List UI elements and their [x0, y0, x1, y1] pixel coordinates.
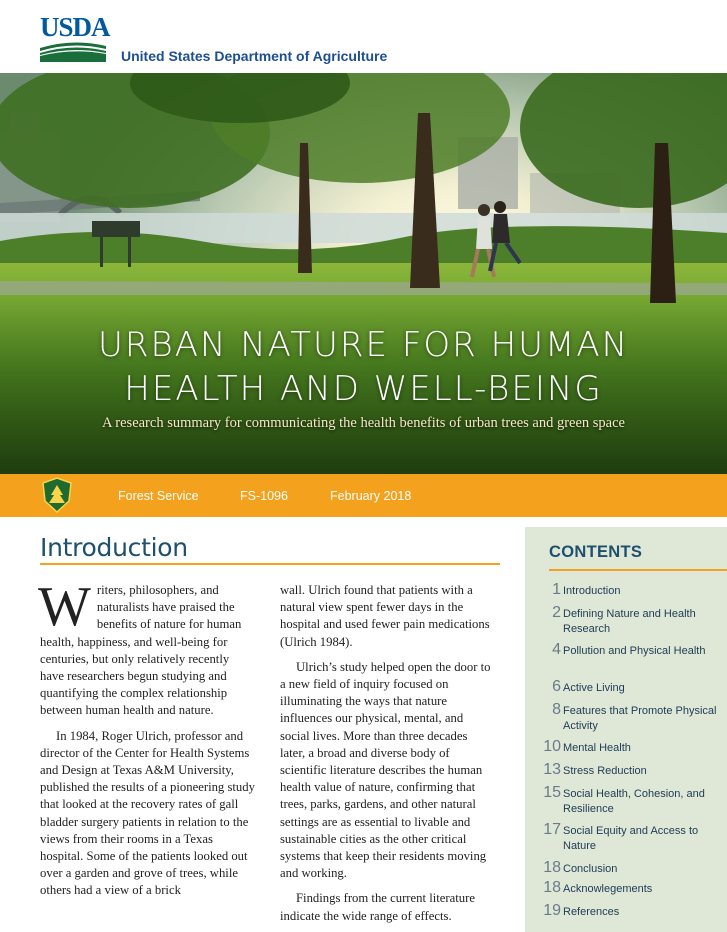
hero-title [0, 323, 727, 411]
usda-logo-text: USDA [40, 12, 110, 42]
department-name: United States Department of Agriculture [121, 48, 388, 64]
agency-name: Forest Service [118, 489, 199, 503]
toc-page-number: 8 [552, 701, 561, 718]
intro-column-1 [38, 576, 255, 900]
toc-label: Conclusion [563, 863, 618, 875]
toc-label: Acknowlegements [563, 883, 653, 895]
toc-page-number: 4 [552, 641, 561, 658]
intro-paragraph-5: Findings from the current literature indicate the wide range of effects. [280, 891, 475, 923]
publication-date: February 2018 [330, 489, 412, 503]
toc-label: Defining Nature and Health Research [563, 608, 696, 635]
toc-page-number: 17 [543, 821, 561, 838]
toc-label: Active Living [563, 682, 625, 694]
hero-subtitle: A research summary for communicating the health benefits of urban trees and green space [101, 415, 625, 431]
contents-divider [549, 569, 727, 571]
toc-item-references[interactable] [525, 902, 727, 932]
toc-page-number: 6 [552, 678, 561, 695]
contents-title: CONTENTS [549, 543, 643, 561]
toc-label: Features that Promote Physical Activity [563, 705, 717, 732]
contents-panel [525, 527, 727, 932]
forest-service-shield-icon [41, 477, 73, 513]
toc-page-number: 18 [543, 879, 561, 896]
intro-column-2 [280, 582, 495, 925]
agency-bar [0, 474, 727, 517]
toc-page-number: 18 [543, 859, 561, 876]
toc-page-number: 13 [543, 761, 561, 778]
toc-page-number: 10 [543, 738, 561, 755]
intro-paragraph-4: Ulrich’s study helped open the door to a new field of inquiry focused on illuminating the ways that nature influences our physical, mental, and social lives. More than three decades later, a broad and diverse body of scientific literature describes the human health value of nature, confirming that trees, parks, gardens, and other natural settings are as essential to livable and sustainable cities as the other critical systems that keep their residents moving and working. [280, 659, 491, 881]
intro-paragraph-3: wall. Ulrich found that patients with a natural view spent fewer days in the hospital and used fewer pain medications (Ulrich 1984). [280, 583, 490, 649]
toc-item-social-health[interactable] [525, 784, 727, 821]
toc-label: Introduction [563, 585, 621, 597]
hero-image [0, 73, 727, 474]
hero-title-line1: URBAN NATURE FOR HUMAN [97, 325, 630, 365]
park-photo [0, 73, 727, 474]
intro-paragraph-1-text: riters, philosophers, and naturalists have praised the benefits of nature for human health, happiness, and well-being for centuries, but only relatively recently have researchers begun studying and quantifying the complex relationship between human health and nature. [40, 583, 242, 718]
toc-item-features[interactable] [525, 701, 727, 738]
toc-label: Social Health, Cohesion, and Resilience [563, 788, 705, 815]
intro-divider [40, 563, 500, 565]
toc-item-pollution[interactable] [525, 641, 727, 678]
toc-page-number: 1 [552, 581, 561, 598]
intro-paragraph-1 [38, 576, 255, 720]
toc-page-number: 15 [543, 784, 561, 801]
usda-logo-mark [40, 40, 106, 62]
toc-page-number: 19 [543, 902, 561, 919]
toc-label: Pollution and Physical Health [563, 645, 706, 657]
hero-title-line2: HEALTH AND WELL-BEING [124, 369, 603, 409]
intro-heading: Introduction [40, 533, 188, 562]
toc-item-social-equity[interactable] [525, 821, 727, 858]
toc-label: Social Equity and Access to Nature [563, 825, 699, 852]
toc-label: References [563, 906, 620, 918]
toc-page-number: 2 [552, 604, 561, 621]
toc-item-defining-nature[interactable] [525, 604, 727, 641]
drop-cap: W [38, 576, 91, 638]
intro-paragraph-2: In 1984, Roger Ulrich, professor and director of the Center for Health Systems and Design at Texas A&M University, published the results of a pioneering study that looked at the recovery rates of gall bladder surgery patients in relation to the views from their rooms in a Texas hospital. Some of the patients looked out over a garden and grove of trees, while others had a view of a brick [40, 728, 255, 898]
toc-label: Stress Reduction [563, 765, 647, 777]
page-header [0, 0, 727, 73]
usda-logo [40, 12, 110, 62]
toc-label: Mental Health [563, 742, 631, 754]
publication-number: FS-1096 [240, 489, 288, 503]
